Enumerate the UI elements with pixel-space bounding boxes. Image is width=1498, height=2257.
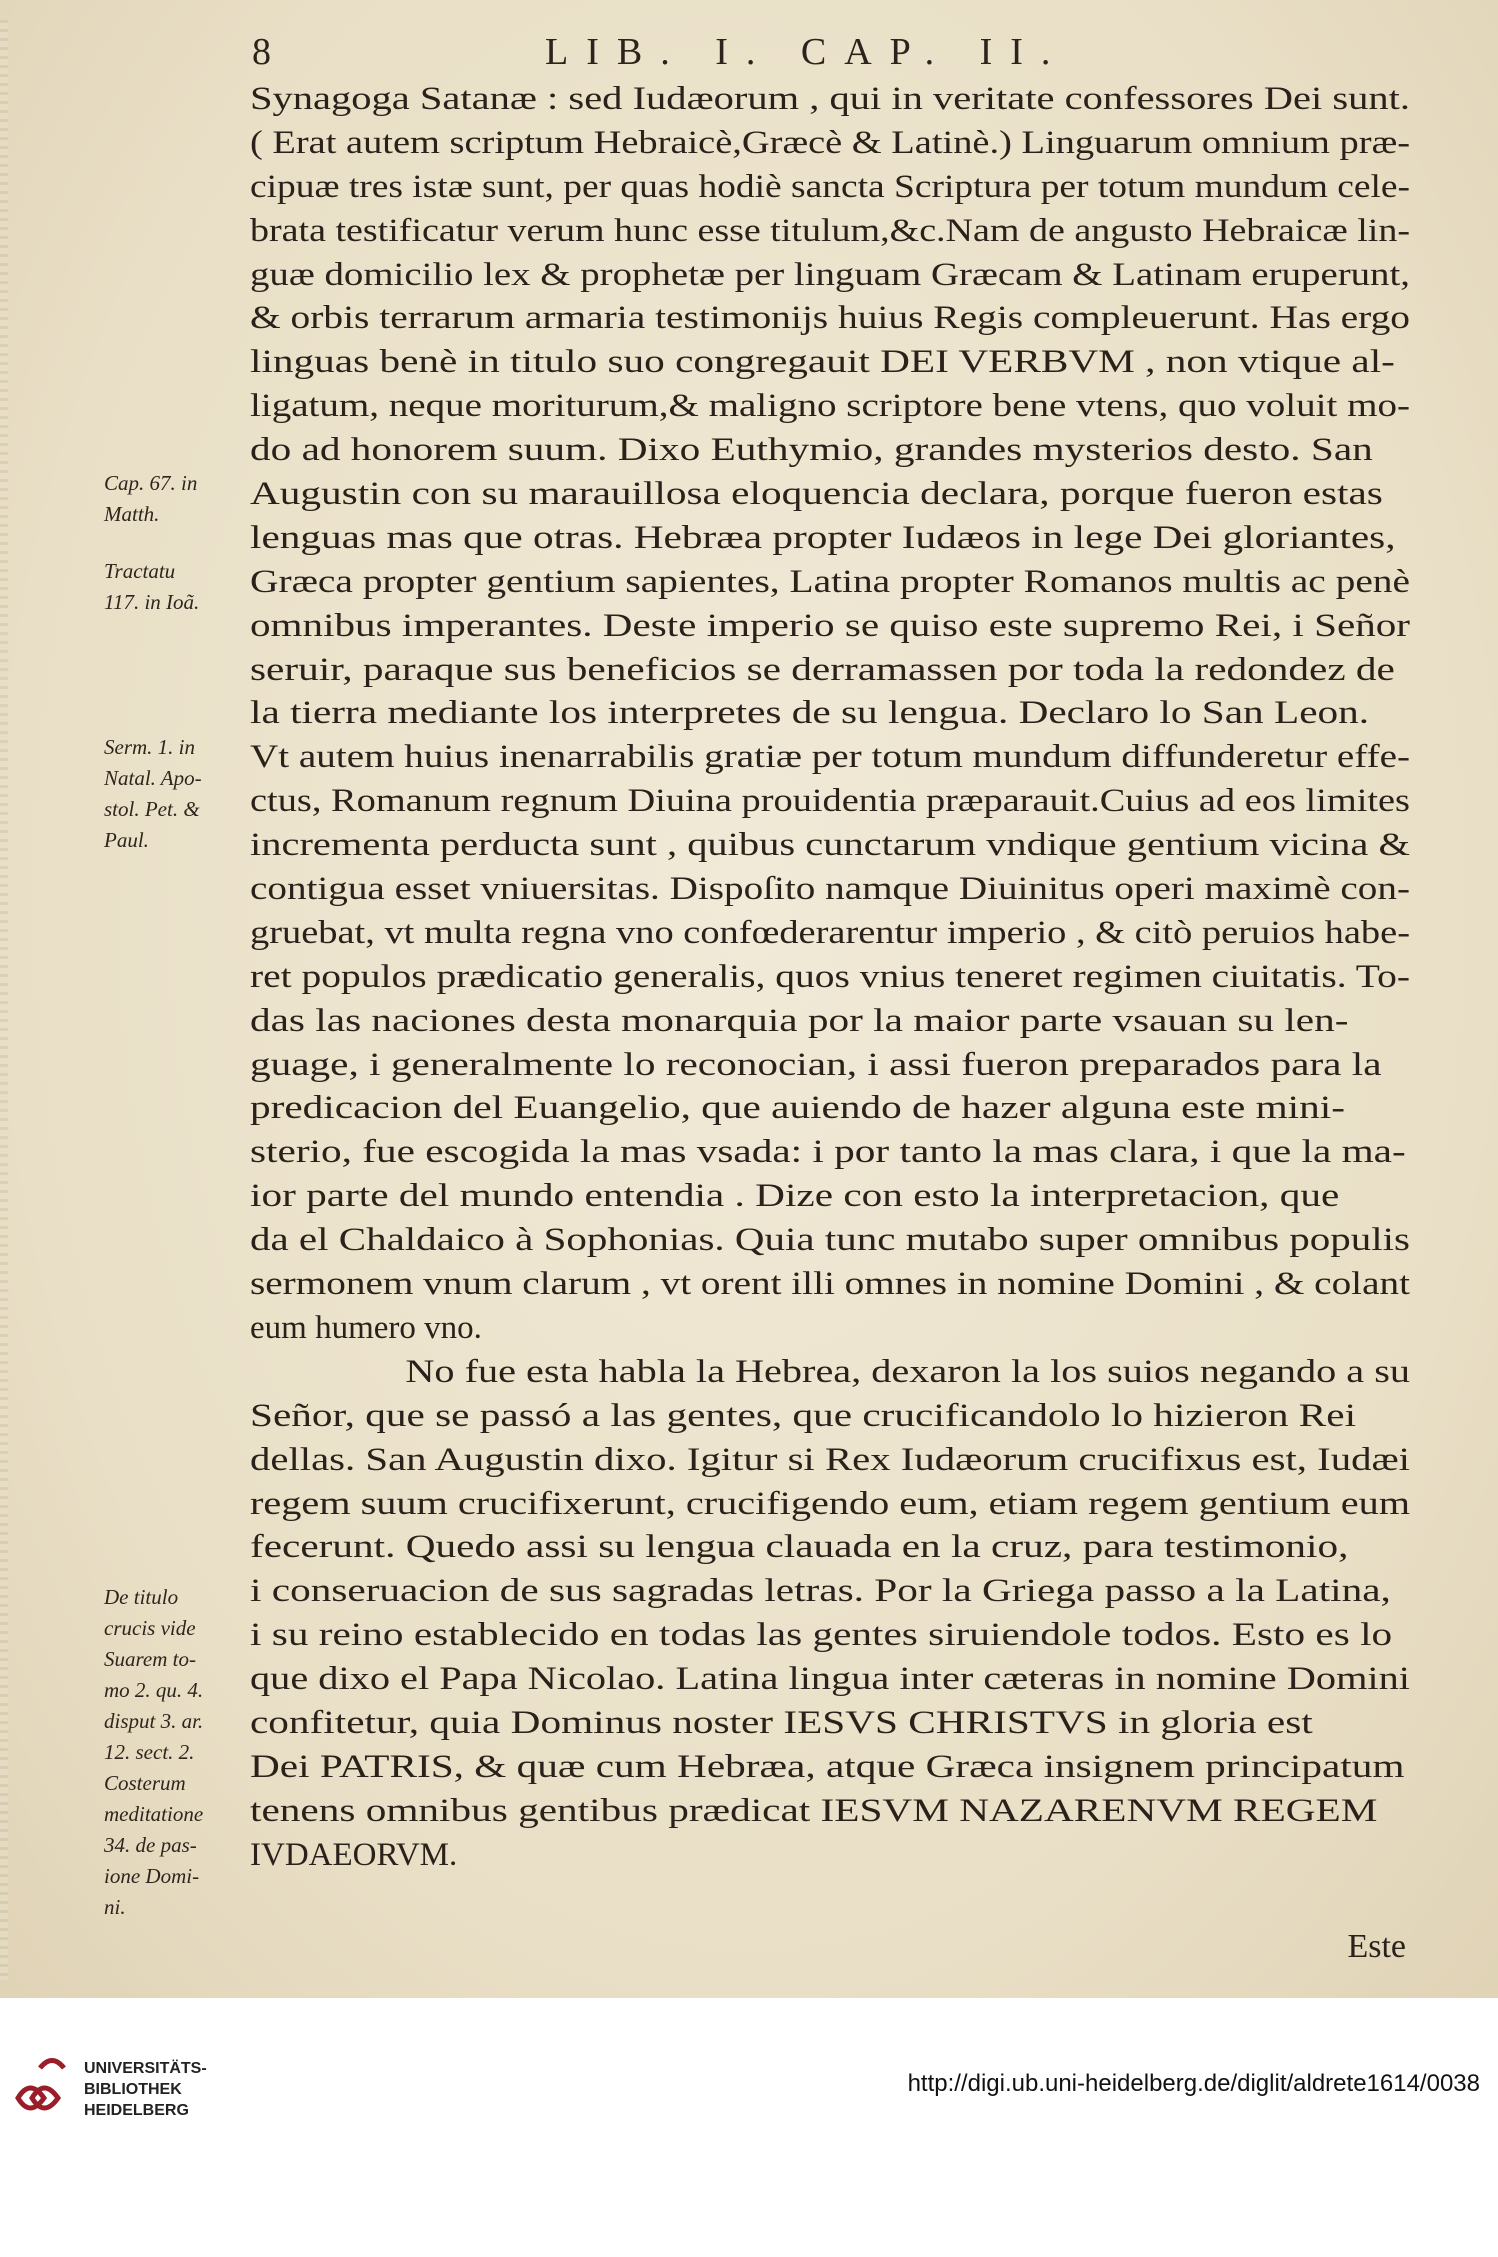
text-line: seruir, paraque sus beneficios se derramassen por toda la redondez de (250, 651, 1395, 688)
text-line: la tierra mediante los interpretes de su lengua. Declaro lo San Leon. (250, 695, 1370, 732)
folio-number: 8 (252, 31, 271, 73)
text-line: da el Chaldaico à Sophonias. Quia tunc mutabo super omnibus populis (250, 1222, 1410, 1259)
margin-note-leon (104, 732, 254, 856)
text-line: do ad honorem suum. Dixo Euthymio, grandes mysterios desto. San (250, 432, 1373, 469)
margin-note-line: crucis vide (104, 1616, 196, 1640)
margin-note-line: stol. Pet. & (104, 797, 200, 821)
page-url[interactable]: http://digi.ub.uni-heidelberg.de/diglit/aldrete1614/0038 (907, 2070, 1480, 2097)
text-line: eum humero vno. (250, 1309, 482, 1346)
text-line: linguas benè in titulo suo congregauit DEI VERBVM , non vtique al- (250, 344, 1395, 381)
body-text (250, 78, 1410, 1878)
text-line: Señor, que se passó a las gentes, que crucificandolo lo hizieron Rei (250, 1397, 1357, 1434)
text-line: predicacion del Euangelio, que auiendo de hazer alguna este mini- (250, 1090, 1345, 1127)
margin-note-line: disput 3. ar. (104, 1709, 204, 1733)
margin-note-line: 117. in Ioã. (104, 590, 200, 614)
margin-note-line: Cap. 67. in (104, 471, 198, 495)
text-line: Dei PATRIS, & quæ cum Hebræa, atque Græca insignem principatum (250, 1748, 1405, 1785)
margin-note-titulo (104, 1582, 254, 1923)
text-line: que dixo el Papa Nicolao. Latina lingua inter cæteras in nomine Domini (250, 1661, 1410, 1698)
text-line: regem suum crucifixerunt, crucifigendo eum, etiam regem gentium eum (250, 1485, 1410, 1522)
text-line: & orbis terrarum armaria testimonijs huius Regis compleuerunt. Has ergo (250, 300, 1410, 337)
running-head: LIB. I. CAP. II. (545, 31, 1069, 73)
margin-note-augustin (104, 556, 254, 618)
text-line: gruebat, vt multa regna vno confœderarentur imperio , & citò peruios habe- (250, 914, 1410, 951)
text-line: i su reino establecido en todas las gentes siruiendole todos. Esto es lo (250, 1617, 1393, 1654)
margin-note-line: ione Domi- (104, 1864, 200, 1888)
text-line: brata testificatur verum hunc esse titulum,&c.Nam de angusto Hebraicæ lin- (250, 212, 1410, 249)
text-line: No fue esta habla la Hebrea, dexaron la los suios negando a su (405, 1353, 1411, 1390)
university-seal-icon (10, 2048, 70, 2148)
text-line: cipuæ tres istæ sunt, per quas hodiè sancta Scriptura per totum mundum cele- (250, 168, 1410, 205)
margin-note-line: Costerum (104, 1771, 186, 1795)
text-line: IVDAEORVM. (250, 1836, 458, 1873)
catchword: Este (1347, 1928, 1406, 1965)
text-line: dellas. San Augustin dixo. Igitur si Rex Iudæorum crucifixus est, Iudæi (250, 1441, 1410, 1478)
text-line: ( Erat autem scriptum Hebraicè,Græcè & Latinè.) Linguarum omnium præ- (250, 124, 1410, 161)
text-line: sermonem vnum clarum , vt orent illi omnes in nomine Domini , & colant (250, 1266, 1410, 1303)
margin-note-line: Suarem to- (104, 1647, 196, 1671)
text-line: ctus, Romanum regnum Diuina prouidentia præparauit.Cuius ad eos limites (250, 783, 1410, 820)
text-line: ior parte del mundo entendia . Dize con esto la interpretacion, que (250, 1178, 1340, 1215)
margin-note-line: 12. sect. 2. (104, 1740, 195, 1764)
text-line: guæ domicilio lex & prophetæ per linguam Græcam & Latinam eruperunt, (250, 256, 1410, 293)
text-line: tenens omnibus gentibus prædicat IESVM NAZARENVM REGEM (250, 1792, 1378, 1829)
text-line: Augustin con su marauillosa eloquencia declara, porque fueron estas (250, 476, 1383, 513)
text-line: Græca propter gentium sapientes, Latina propter Romanos multis ac penè (250, 563, 1410, 600)
text-line: fecerunt. Quedo assi su lengua clauada en la cruz, para testimonio, (250, 1529, 1349, 1566)
text-line: sterio, fue escogida la mas vsada: i por tanto la mas clara, i que la ma- (250, 1134, 1406, 1171)
margin-note-line: Serm. 1. in (104, 735, 195, 759)
library-name: UNIVERSITÄTS- BIBLIOTHEK HEIDELBERG (84, 2060, 207, 2119)
text-line: i conseruacion de sus sagradas letras. Por la Griega passo a la Latina, (250, 1573, 1391, 1610)
text-line: das las naciones desta monarquia por la maior parte vsauan su len- (250, 1002, 1349, 1039)
text-line: omnibus imperantes. Deste imperio se quiso este supremo Rei, i Señor (250, 607, 1410, 644)
margin-note-line: Natal. Apo- (104, 766, 202, 790)
text-line: confitetur, quia Dominus noster IESVS CHRISTVS in gloria est (250, 1704, 1313, 1741)
margin-note-line: Paul. (104, 828, 149, 852)
margin-note-line: Matth. (104, 502, 160, 526)
text-line: contigua esset vniuersitas. Dispoſito namque Diuinitus operi maximè con- (250, 871, 1410, 908)
viewer-footer (0, 1998, 1498, 2257)
margin-note-line: 34. de pas- (104, 1833, 197, 1857)
text-line: lenguas mas que otras. Hebræa propter Iudæos in lege Dei gloriantes, (250, 519, 1396, 556)
page-edge-shadow (0, 20, 8, 1980)
text-line: Vt autem huius inenarrabilis gratiæ per totum mundum diffunderetur effe- (250, 739, 1410, 776)
margin-note-line: Tractatu (104, 559, 176, 583)
text-line: ligatum, neque moriturum,& maligno scriptore bene vtens, quo voluit mo- (250, 388, 1410, 425)
margin-note-line: De titulo (104, 1585, 179, 1609)
margin-note-line: meditatione (104, 1802, 204, 1826)
margin-note-line: mo 2. qu. 4. (104, 1678, 204, 1702)
text-line: ret populos prædicatio generalis, quos vnius teneret regimen ciuitatis. To- (250, 958, 1410, 995)
text-line: Synagoga Satanæ : sed Iudæorum , qui in veritate confessores Dei sunt. (250, 81, 1410, 117)
margin-note-euthymius (104, 468, 254, 530)
margin-note-line: ni. (104, 1895, 126, 1919)
text-line: guage, i generalmente lo reconocian, i assi fueron preparados para la (250, 1046, 1382, 1083)
text-line: incrementa perducta sunt , quibus cunctarum vndique gentium vicina & (250, 827, 1410, 864)
